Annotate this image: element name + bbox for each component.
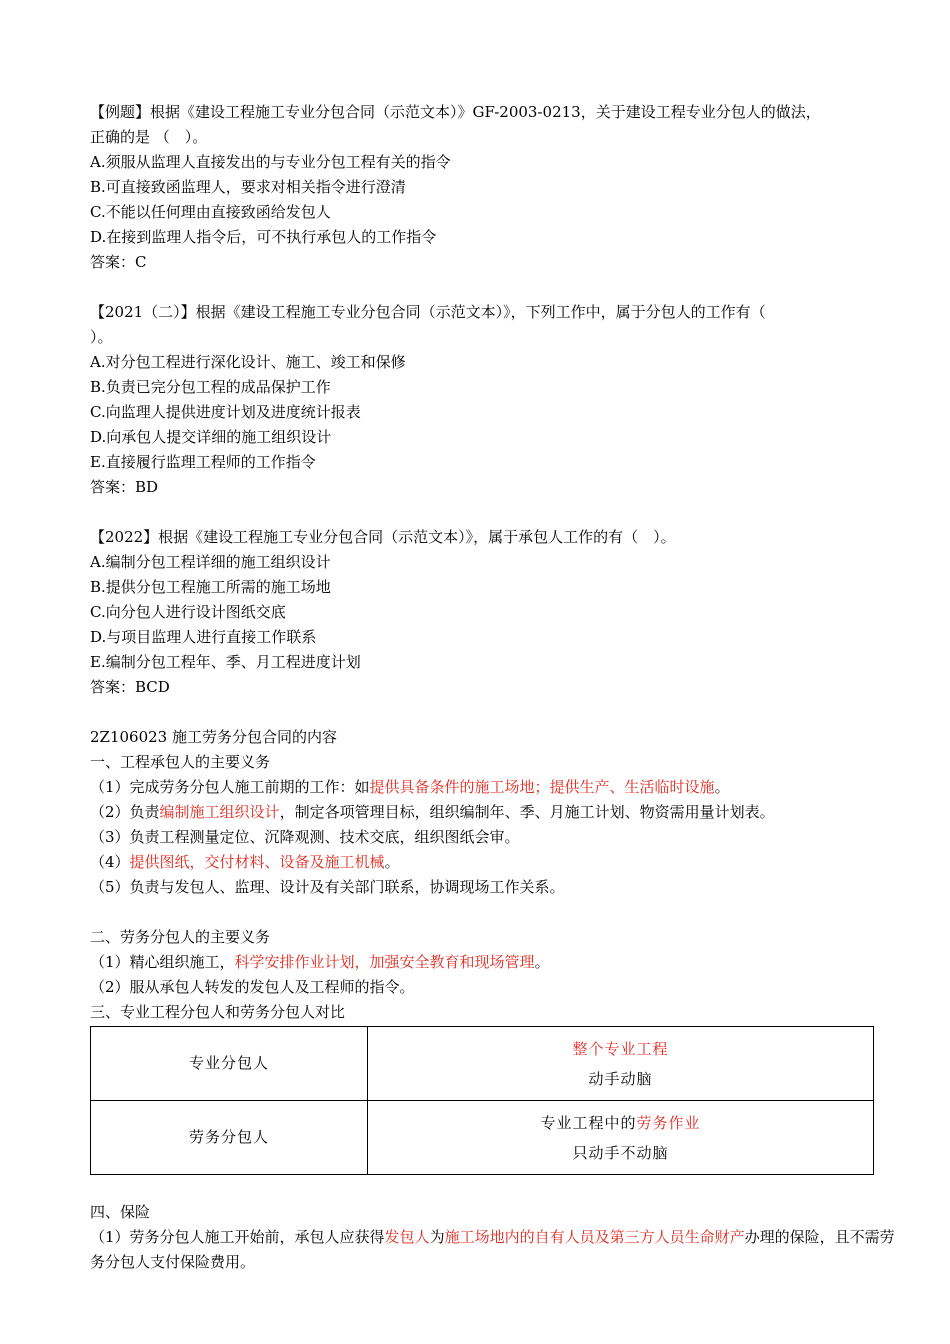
question-2 (90, 300, 895, 500)
spacer (90, 500, 895, 525)
item-text: （4） (90, 853, 130, 871)
row-label: 劳务分包人 (188, 1128, 269, 1146)
table-row (91, 1101, 874, 1175)
part-1-item-4 (90, 850, 895, 875)
answer: 答案：C (90, 253, 147, 271)
question-stem: 【2022】根据《建设工程施工专业分包合同（示范文本）》，属于承包人工作的有（ ）。 (90, 528, 676, 546)
option-d: D.向承包人提交详细的施工组织设计 (90, 428, 332, 446)
highlight-text: 提供图纸，交付材料、设备及施工机械 (129, 853, 385, 871)
table-row (91, 1027, 874, 1101)
item-text: 。 (534, 953, 550, 971)
question-stem: 【例题】根据《建设工程施工专业分包合同（示范文本）》GF-2003-0213，关于建设工程专业分包人的做法， (90, 103, 821, 121)
cell-main (368, 1108, 873, 1138)
spacer (90, 275, 895, 300)
part-4-item-1 (90, 1225, 895, 1275)
option-c: C.向分包人进行设计图纸交底 (90, 603, 286, 621)
highlight-text: 施工场地内的自有人员及第三方人员生命财产 (444, 1228, 745, 1246)
part-1-item-1 (90, 775, 895, 800)
item-text: 。 (384, 853, 400, 871)
comparison-table (90, 1026, 874, 1175)
option-e: E.直接履行监理工程师的工作指令 (90, 453, 316, 471)
part-1-heading: 一、工程承包人的主要义务 (90, 753, 271, 771)
question-stem-continued: 正确的是 （ ）。 (90, 128, 208, 146)
highlight-text: 科学安排作业计划，加强安全教育和现场管理 (234, 953, 535, 971)
option-e: E.编制分包工程年、季、月工程进度计划 (90, 653, 361, 671)
question-3 (90, 525, 895, 700)
answer: 答案：BCD (90, 678, 170, 696)
part-2-heading: 二、劳务分包人的主要义务 (90, 928, 271, 946)
answer: 答案：BD (90, 478, 159, 496)
document-page (90, 100, 895, 1275)
section-title: 2Z106023 施工劳务分包合同的内容 (90, 728, 337, 746)
part-1-item-5: （5）负责与发包人、监理、设计及有关部门联系，协调现场工作关系。 (90, 878, 565, 896)
item-text: （1）劳务分包人施工开始前，承包人应获得 (90, 1228, 385, 1246)
part-1-item-3: （3）负责工程测量定位、沉降观测、技术交底，组织图纸会审。 (90, 828, 520, 846)
section-labor-subcontract (90, 725, 895, 1275)
item-text: ，制定各项管理目标，组织编制年、季、月施工计划、物资需用量计划表。 (279, 803, 775, 821)
part-3-heading: 三、专业工程分包人和劳务分包人对比 (90, 1003, 346, 1021)
option-a: A.须服从监理人直接发出的与专业分包工程有关的指令 (90, 153, 451, 171)
table-cell-content (368, 1027, 874, 1101)
part-2-item-2: （2）服从承包人转发的发包人及工程师的指令。 (90, 978, 415, 996)
highlight-text: 提供具备条件的施工场地；提供生产、生活临时设施 (369, 778, 715, 796)
option-a: A.对分包工程进行深化设计、施工、竣工和保修 (90, 353, 406, 371)
option-d: D.与项目监理人进行直接工作联系 (90, 628, 317, 646)
highlight-text: 编制施工组织设计 (159, 803, 280, 821)
spacer (90, 700, 895, 725)
spacer (90, 1175, 895, 1200)
option-c: C.不能以任何理由直接致函给发包人 (90, 203, 331, 221)
option-d: D.在接到监理人指令后，可不执行承包人的工作指令 (90, 228, 437, 246)
highlight-text: 发包人 (384, 1228, 430, 1246)
cell-note: 只动手不动脑 (572, 1143, 669, 1162)
item-text: 办理的保险，且不需劳务分包人支付保险费用。 (90, 1228, 895, 1271)
option-b: B.提供分包工程施工所需的施工场地 (90, 578, 331, 596)
cell-text: 专业工程中的 (540, 1113, 637, 1132)
option-c: C.向监理人提供进度计划及进度统计报表 (90, 403, 361, 421)
highlight-text: 整个专业工程 (572, 1039, 669, 1058)
item-text: 。 (714, 778, 730, 796)
item-text: 为 (429, 1228, 445, 1246)
cell-note: 动手动脑 (588, 1069, 653, 1088)
spacer (90, 900, 895, 925)
question-1 (90, 100, 895, 275)
table-cell-content (368, 1101, 874, 1175)
question-stem: 【2021（二）】根据《建设工程施工专业分包合同（示范文本）》，下列工作中，属于分包人的工作有（ (90, 303, 766, 321)
highlight-text: 劳务作业 (636, 1113, 701, 1132)
option-b: B.可直接致函监理人，要求对相关指令进行澄清 (90, 178, 406, 196)
part-1-item-2 (90, 800, 895, 825)
question-stem-continued: ）。 (90, 328, 113, 346)
item-text: （1）完成劳务分包人施工前期的工作：如 (90, 778, 370, 796)
option-b: B.负责已完分包工程的成品保护工作 (90, 378, 331, 396)
item-text: （1）精心组织施工， (90, 953, 235, 971)
table-cell-label (91, 1027, 368, 1101)
item-text: （2）负责 (90, 803, 160, 821)
option-a: A.编制分包工程详细的施工组织设计 (90, 553, 331, 571)
part-2-item-1 (90, 950, 895, 975)
table-cell-label (91, 1101, 368, 1175)
part-4-heading: 四、保险 (90, 1203, 151, 1221)
row-label: 专业分包人 (188, 1054, 269, 1072)
